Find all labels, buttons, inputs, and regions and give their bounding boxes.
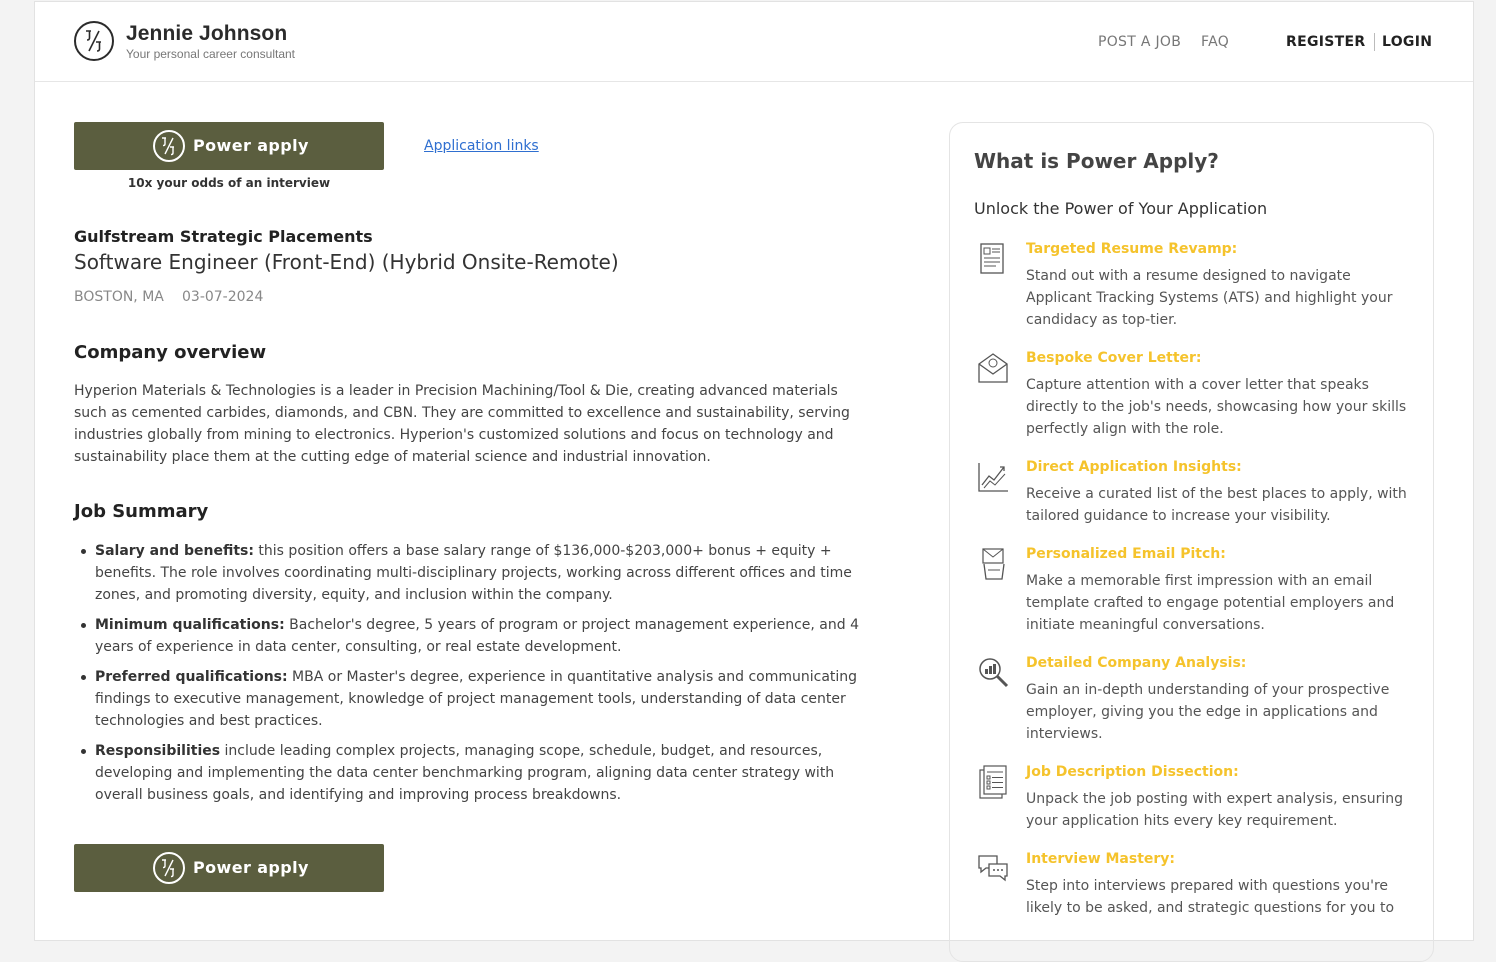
growth-chart-icon xyxy=(976,459,1010,495)
bullet-icon xyxy=(81,675,86,680)
nav-register[interactable]: REGISTER xyxy=(1286,34,1366,50)
nav-login[interactable]: LOGIN xyxy=(1382,34,1433,50)
item-label: Salary and benefits: xyxy=(95,543,254,559)
item-label: Responsibilities xyxy=(95,743,221,759)
feature-title: Targeted Resume Revamp: xyxy=(1026,241,1238,257)
feature-description: Receive a curated list of the best places to apply, with tailored guidance to increase your visibility. xyxy=(1026,486,1407,524)
job-summary-heading: Job Summary xyxy=(74,501,209,522)
bullet-icon xyxy=(81,623,86,628)
odds-caption: 10x your odds of an interview xyxy=(127,176,331,190)
list-item xyxy=(74,666,864,732)
jj-logo-icon xyxy=(153,852,185,884)
list-item xyxy=(74,740,864,806)
feature-title: Job Description Dissection: xyxy=(1026,764,1239,780)
feature-title: Bespoke Cover Letter: xyxy=(1026,350,1202,366)
feature-description: Unpack the job posting with expert analysis, ensuring your application hits every key requirement. xyxy=(1026,791,1404,829)
item-label: Minimum qualifications: xyxy=(95,617,285,633)
power-apply-label: Power apply xyxy=(193,136,309,155)
panel-subtitle: Unlock the Power of Your Application xyxy=(974,199,1268,218)
feature-description: Capture attention with a cover letter that speaks directly to the job's needs, showcasing how your skills perfectly align with the role. xyxy=(1026,377,1407,437)
item-text: this position offers a base salary range of $136,000-$203,000+ bonus + equity + benefits. The role involves coordinating multi-disciplinary projects, working across different offices and time zones, and promoting diversity, equity, and inclusion within the company. xyxy=(95,543,852,603)
power-apply-label: Power apply xyxy=(193,858,309,877)
feature-title: Direct Application Insights: xyxy=(1026,459,1242,475)
job-title: Software Engineer (Front-End) (Hybrid Onsite-Remote) xyxy=(74,250,619,274)
forms-icon xyxy=(976,764,1010,800)
brand-name[interactable]: Jennie Johnson xyxy=(126,22,288,45)
power-apply-info-panel xyxy=(949,122,1434,962)
feature-title: Personalized Email Pitch: xyxy=(1026,546,1226,562)
brand-tagline: Your personal career consultant xyxy=(126,47,295,61)
feature-description: Make a memorable first impression with an email template crafted to engage potential employers and initiate meaningful conversations. xyxy=(1026,573,1395,633)
item-label: Preferred qualifications: xyxy=(95,669,288,685)
item-text: Bachelor's degree, 5 years of program or project management experience, and 4 years of experience in data center, consulting, or real estate development. xyxy=(95,617,859,655)
list-item xyxy=(74,614,864,658)
bullet-icon xyxy=(81,549,86,554)
power-apply-button[interactable] xyxy=(74,122,384,170)
job-location: BOSTON, MA xyxy=(74,289,164,305)
feature-title: Detailed Company Analysis: xyxy=(1026,655,1247,671)
panel-title: What is Power Apply? xyxy=(974,149,1219,173)
chat-bubbles-icon xyxy=(976,851,1010,887)
power-apply-button-bottom[interactable] xyxy=(74,844,384,892)
job-summary-list xyxy=(74,540,864,814)
page xyxy=(34,1,1474,941)
site-header xyxy=(35,2,1473,82)
application-links-link[interactable]: Application links xyxy=(424,138,539,154)
bullet-icon xyxy=(81,749,86,754)
item-text: MBA or Master's degree, experience in quantitative analysis and communicating findings to executive management, knowledge of project management tools, understanding of data center technologies and best practices. xyxy=(95,669,858,729)
feature-description: Step into interviews prepared with questions you're likely to be asked, and strategic questions for you to xyxy=(1026,878,1395,916)
envelope-icon xyxy=(976,350,1010,386)
feature-description: Gain an in-depth understanding of your prospective employer, giving you the edge in applications and interviews. xyxy=(1026,682,1390,742)
list-item xyxy=(74,540,864,606)
company-overview-heading: Company overview xyxy=(74,342,267,363)
nav-post-a-job[interactable]: POST A JOB xyxy=(1098,34,1182,50)
jj-logo-icon[interactable] xyxy=(74,21,114,61)
nav-divider xyxy=(1374,33,1375,51)
item-text: include leading complex projects, managing scope, schedule, budget, and resources, developing and implementing the data center benchmarking program, aligning data center strategy with overall business goals, and identifying and improving process breakdowns. xyxy=(95,743,835,803)
magnifier-chart-icon xyxy=(976,655,1010,691)
feature-description: Stand out with a resume designed to navigate Applicant Tracking Systems (ATS) and highlight your candidacy as top-tier. xyxy=(1026,268,1393,328)
nav-faq[interactable]: FAQ xyxy=(1201,34,1230,50)
resume-icon xyxy=(976,241,1010,277)
jj-logo-icon xyxy=(153,130,185,162)
company-overview-text: Hyperion Materials & Technologies is a leader in Precision Machining/Tool & Die, creating advanced materials such as cemented carbides, diamonds, and CBN. They are committed to excellence and sustainability, serving industries globally from mining to electronics. Hyperion's customized solutions and focus on technology and sustainability place them at the cutting edge of material science and industrial innovation. xyxy=(74,383,850,465)
email-pitch-icon xyxy=(976,546,1010,582)
company-name: Gulfstream Strategic Placements xyxy=(74,227,373,246)
feature-title: Interview Mastery: xyxy=(1026,851,1176,867)
job-date: 03-07-2024 xyxy=(182,289,264,305)
